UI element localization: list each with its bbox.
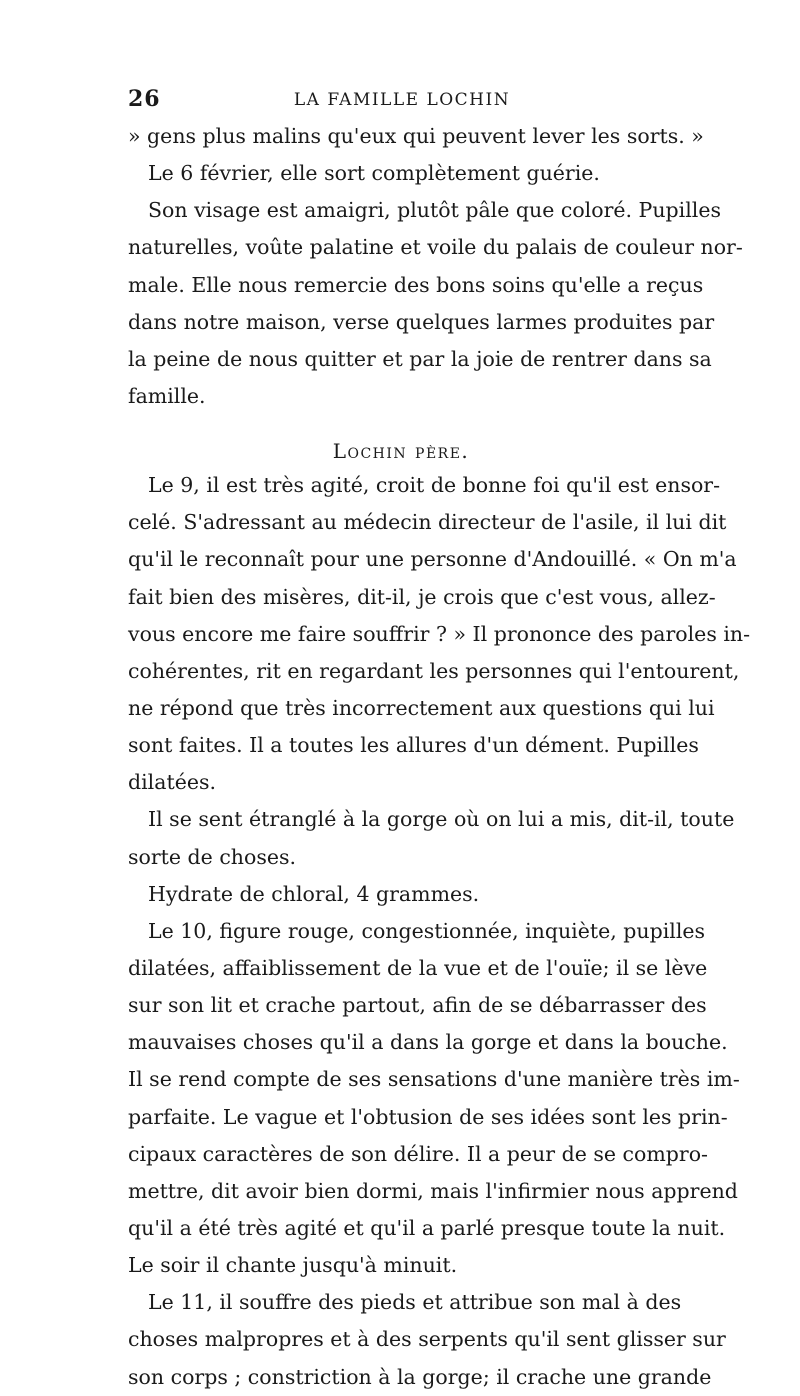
- text-line: dilatées, affaiblissement de la vue et de l'ouïe; il se lève: [128, 955, 708, 980]
- text-line: qu'il a été très agité et qu'il a parlé presque toute la nuit.: [128, 1215, 726, 1240]
- running-title: LA FAMILLE LOCHIN: [293, 90, 511, 110]
- text-line: naturelles, voûte palatine et voile du palais de couleur nor-: [128, 235, 743, 260]
- running-head: [128, 86, 676, 116]
- body-text: [128, 118, 751, 1396]
- text-line: famille.: [128, 383, 206, 408]
- text-line: vous encore me faire souffrir ? » Il prononce des paroles in-: [128, 621, 751, 646]
- text-line: ne répond que très incorrectement aux questions qui lui: [128, 695, 715, 720]
- text-line: celé. S'adressant au médecin directeur de l'asile, il lui dit: [128, 510, 727, 535]
- text-line: Le 11, il souffre des pieds et attribue son mal à des: [148, 1290, 682, 1315]
- page-number: 26: [128, 86, 161, 112]
- text-line: Il se rend compte de ses sensations d'une manière très im-: [128, 1067, 740, 1092]
- text-line: dilatées.: [128, 770, 216, 795]
- text-line: qu'il le reconnaît pour une personne d'Andouillé. « On m'a: [128, 547, 737, 572]
- text-line: parfaite. Le vague et l'obtusion de ses idées sont les prin-: [128, 1104, 728, 1129]
- text-line: sont faites. Il a toutes les allures d'un dément. Pupilles: [128, 733, 699, 758]
- text-line: mettre, dit avoir bien dormi, mais l'infirmier nous apprend: [128, 1178, 738, 1203]
- text-line: Le 6 février, elle sort complètement guérie.: [148, 161, 600, 186]
- text-line: Il se sent étranglé à la gorge où on lui a mis, dit-il, toute: [148, 807, 735, 832]
- text-line: son corps ; constriction à la gorge; il crache une grande: [128, 1364, 712, 1389]
- text-line: la peine de nous quitter et par la joie de rentrer dans sa: [128, 346, 712, 371]
- text-line: Le 9, il est très agité, croit de bonne foi qu'il est ensor-: [148, 473, 721, 498]
- text-line: Son visage est amaigri, plutôt pâle que coloré. Pupilles: [148, 198, 721, 223]
- text-line: mauvaises choses qu'il a dans la gorge et dans la bouche.: [128, 1030, 728, 1055]
- text-line: cohérentes, rit en regardant les personnes qui l'entourent,: [128, 658, 740, 683]
- text-line: dans notre maison, verse quelques larmes produites par: [128, 309, 715, 334]
- text-line: male. Elle nous remercie des bons soins qu'elle a reçus: [128, 272, 704, 297]
- text-line: fait bien des misères, dit-il, je crois que c'est vous, allez-: [128, 584, 716, 609]
- text-line: Hydrate de chloral, 4 grammes.: [148, 881, 480, 906]
- text-line: sorte de choses.: [128, 844, 297, 869]
- text-line: cipaux caractères de son délire. Il a peur de se compro-: [128, 1141, 708, 1166]
- section-heading: Lochin père.: [332, 439, 470, 464]
- text-line: Le soir il chante jusqu'à minuit.: [128, 1253, 458, 1278]
- text-line: Le 10, figure rouge, congestionnée, inquiète, pupilles: [148, 918, 706, 943]
- text-line: sur son lit et crache partout, afin de se débarrasser des: [128, 993, 707, 1018]
- text-line: » gens plus malins qu'eux qui peuvent lever les sorts. »: [128, 124, 704, 148]
- text-line: choses malpropres et à des serpents qu'il sent glisser sur: [128, 1327, 726, 1352]
